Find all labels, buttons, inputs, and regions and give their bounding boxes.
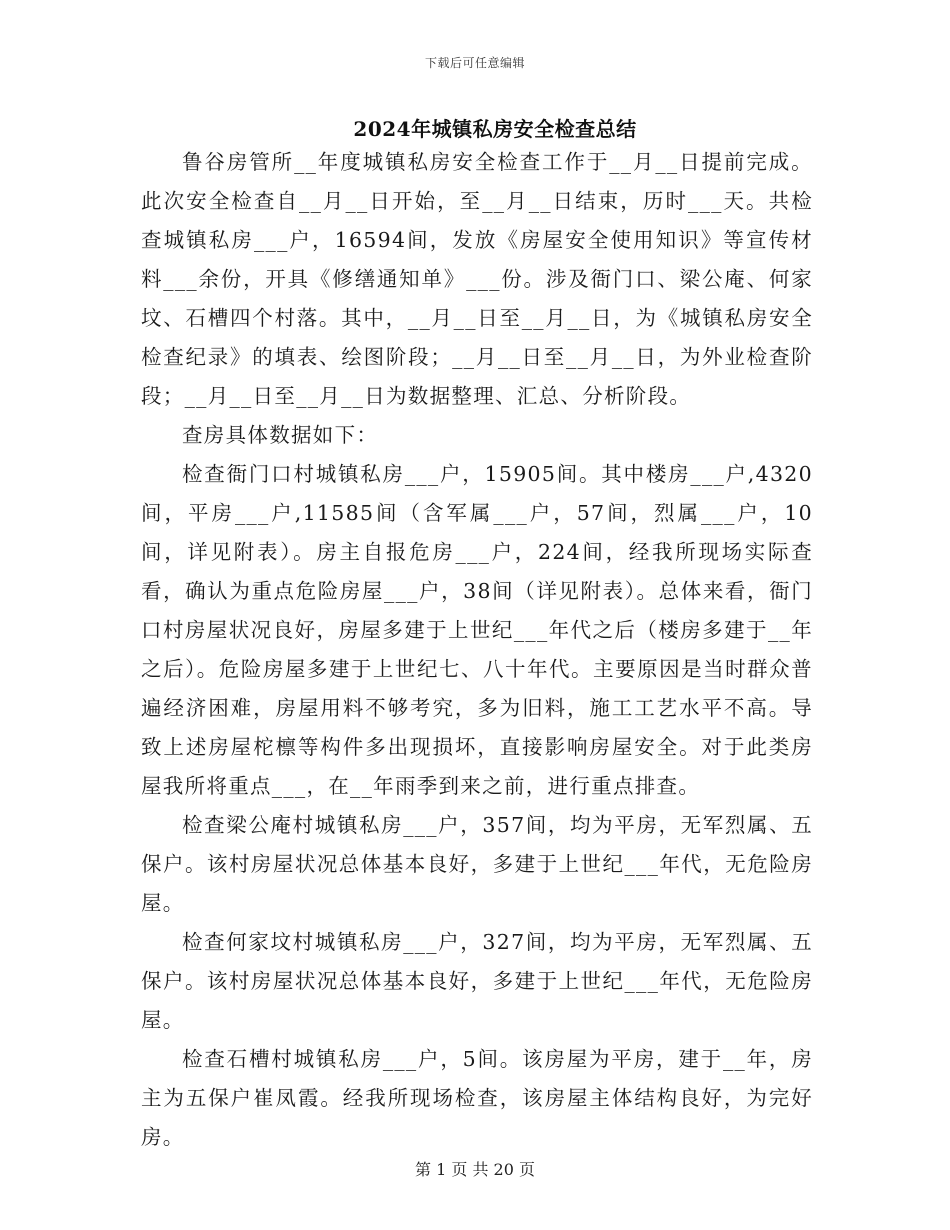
paragraph-yamenkou: 检查衙门口村城镇私房___户，15905间。其中楼房___户,4320间，平房___户,11585间（含军属___户，57间，烈属___户，10间，详见附表）。房主自报危房___户，224间，经我所现场实际查看，确认为重点危险房屋___户，38间（详见附表）。总体来看，衙门口村房屋状况良好，房屋多建于上世纪___年代之后（楼房多建于__年之后）。危险房屋多建于上世纪七、八十年代。主要原因是当时群众普遍经济困难，房屋用料不够考究，多为旧料，施工工艺水平不高。导致上述房屋柁檩等构件多出现损坏，直接影响房屋安全。对于此类房屋我所将重点___，在__年雨季到来之前，进行重点排查。 — [141, 462, 813, 798]
paragraph-hejiafen: 检查何家坟村城镇私房___户，327间，均为平房，无军烈属、五保户。该村房屋状况总体基本良好，多建于上世纪___年代，无危险房屋。 — [141, 930, 813, 1032]
page-header-note: 下载后可任意编辑 — [424, 56, 525, 70]
document-body — [141, 143, 813, 1157]
paragraph-data-intro: 查房具体数据如下： — [182, 423, 379, 447]
paragraph-shicao: 检查石槽村城镇私房___户，5间。该房屋为平房，建于__年，房主为五保户崔凤霞。经我所现场检查，该房屋主体结构良好，为完好房。 — [141, 1047, 813, 1149]
paragraph-overview: 鲁谷房管所__年度城镇私房安全检查工作于__月__日提前完成。此次安全检查自__月__日开始，至__月__日结束，历时___天。共检查城镇私房___户，16594间，发放《房屋安全使用知识》等宣传材料___余份，开具《修缮通知单》___份。涉及衙门口、梁公庵、何家坟、石槽四个村落。其中，__月__日至__月__日，为《城镇私房安全检查纪录》的填表、绘图阶段；__月__日至__月__日，为外业检查阶段；__月__日至__月__日为数据整理、汇总、分析阶段。 — [141, 150, 813, 408]
paragraph-lianggongan: 检查梁公庵村城镇私房___户，357间，均为平房，无军烈属、五保户。该村房屋状况总体基本良好，多建于上世纪___年代，无危险房屋。 — [141, 813, 813, 915]
document-title: 2024年城镇私房安全检查总结 — [353, 117, 637, 141]
page-number-footer: 第 1 页 共 20 页 — [415, 1160, 535, 1179]
